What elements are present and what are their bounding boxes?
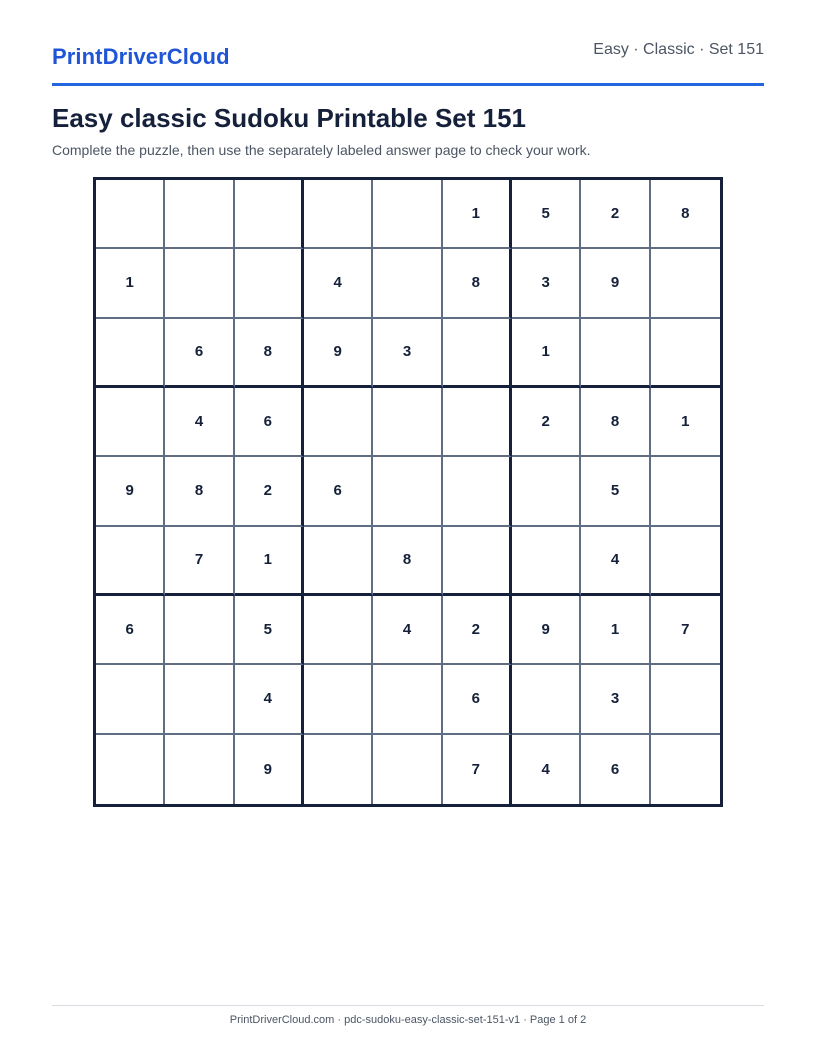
footer-divider: [52, 1005, 764, 1006]
puzzle-meta: Easy · Classic · Set 151: [593, 41, 764, 58]
sudoku-cell: [373, 665, 442, 734]
sudoku-cell: 1: [651, 388, 720, 457]
sudoku-cell: 8: [581, 388, 650, 457]
sudoku-cell: [165, 249, 234, 318]
sudoku-cell: 1: [235, 527, 304, 596]
sudoku-cell: [651, 457, 720, 526]
sudoku-cell: 1: [512, 319, 581, 388]
sudoku-cell: [304, 735, 373, 804]
sudoku-cell: [651, 319, 720, 388]
sudoku-cell: 8: [651, 180, 720, 249]
sudoku-cell: 7: [651, 596, 720, 665]
sudoku-cell: 6: [235, 388, 304, 457]
sudoku-cell: [165, 596, 234, 665]
sudoku-cell: [304, 527, 373, 596]
sudoku-cell: 9: [581, 249, 650, 318]
sudoku-cell: [651, 735, 720, 804]
sudoku-cell: 9: [96, 457, 165, 526]
sudoku-cell: 5: [512, 180, 581, 249]
sudoku-cell: 2: [443, 596, 512, 665]
page-subtitle: Complete the puzzle, then use the separately labeled answer page to check your work.: [52, 142, 591, 158]
page-title: Easy classic Sudoku Printable Set 151: [52, 103, 527, 133]
footer-text: PrintDriverCloud.com · pdc-sudoku-easy-classic-set-151-v1 · Page 1 of 2: [229, 1014, 587, 1026]
sudoku-cell: 2: [512, 388, 581, 457]
sudoku-cell: [443, 319, 512, 388]
sudoku-cell: 4: [235, 665, 304, 734]
sudoku-cell: [651, 527, 720, 596]
sudoku-cell: 9: [512, 596, 581, 665]
sudoku-cell: 1: [96, 249, 165, 318]
sudoku-cell: [512, 457, 581, 526]
sudoku-cell: 1: [581, 596, 650, 665]
sudoku-cell: 4: [373, 596, 442, 665]
sudoku-cell: [304, 596, 373, 665]
sudoku-cell: [373, 457, 442, 526]
sudoku-cell: 4: [304, 249, 373, 318]
sudoku-cell: 9: [304, 319, 373, 388]
sudoku-cell: 6: [165, 319, 234, 388]
sudoku-cell: [443, 457, 512, 526]
sudoku-cell: [235, 180, 304, 249]
sudoku-cell: 6: [304, 457, 373, 526]
sudoku-cell: 5: [235, 596, 304, 665]
sudoku-cell: [96, 180, 165, 249]
sudoku-cell: 8: [443, 249, 512, 318]
sudoku-cell: [165, 735, 234, 804]
sudoku-cell: [304, 180, 373, 249]
sudoku-cell: [651, 665, 720, 734]
sudoku-cell: 2: [235, 457, 304, 526]
sudoku-cell: 8: [235, 319, 304, 388]
sudoku-cell: 3: [512, 249, 581, 318]
sudoku-cell: [581, 319, 650, 388]
sudoku-cell: [373, 249, 442, 318]
sudoku-cell: [235, 249, 304, 318]
sudoku-cell: 8: [373, 527, 442, 596]
sudoku-cell: [512, 527, 581, 596]
sudoku-cell: 6: [96, 596, 165, 665]
sudoku-cell: 9: [235, 735, 304, 804]
sudoku-cell: [512, 665, 581, 734]
sudoku-cell: 4: [581, 527, 650, 596]
sudoku-cell: 6: [443, 665, 512, 734]
sudoku-cell: 3: [581, 665, 650, 734]
brand-logo-text: PrintDriverCloud: [52, 44, 230, 69]
sudoku-cell: [96, 665, 165, 734]
sudoku-cell: [96, 527, 165, 596]
sudoku-cell: 4: [512, 735, 581, 804]
sudoku-cell: [165, 180, 234, 249]
sudoku-cell: [651, 249, 720, 318]
sudoku-cell: [96, 735, 165, 804]
sudoku-cell: [443, 527, 512, 596]
sudoku-cell: [373, 388, 442, 457]
sudoku-cell: [96, 319, 165, 388]
sudoku-cell: 5: [581, 457, 650, 526]
sudoku-cell: 3: [373, 319, 442, 388]
sudoku-cell: 6: [581, 735, 650, 804]
sudoku-cell: [373, 180, 442, 249]
sudoku-cell: [443, 388, 512, 457]
sudoku-cell: [96, 388, 165, 457]
sudoku-cell: [304, 665, 373, 734]
sudoku-grid: [93, 177, 723, 807]
sudoku-cell: 2: [581, 180, 650, 249]
sudoku-cell: 1: [443, 180, 512, 249]
sudoku-cell: [165, 665, 234, 734]
sudoku-cell: [304, 388, 373, 457]
sudoku-cell: 4: [165, 388, 234, 457]
sudoku-cell: 7: [443, 735, 512, 804]
sudoku-cell: 7: [165, 527, 234, 596]
sudoku-cell: [373, 735, 442, 804]
sudoku-cell: 8: [165, 457, 234, 526]
header-divider: [52, 83, 764, 86]
